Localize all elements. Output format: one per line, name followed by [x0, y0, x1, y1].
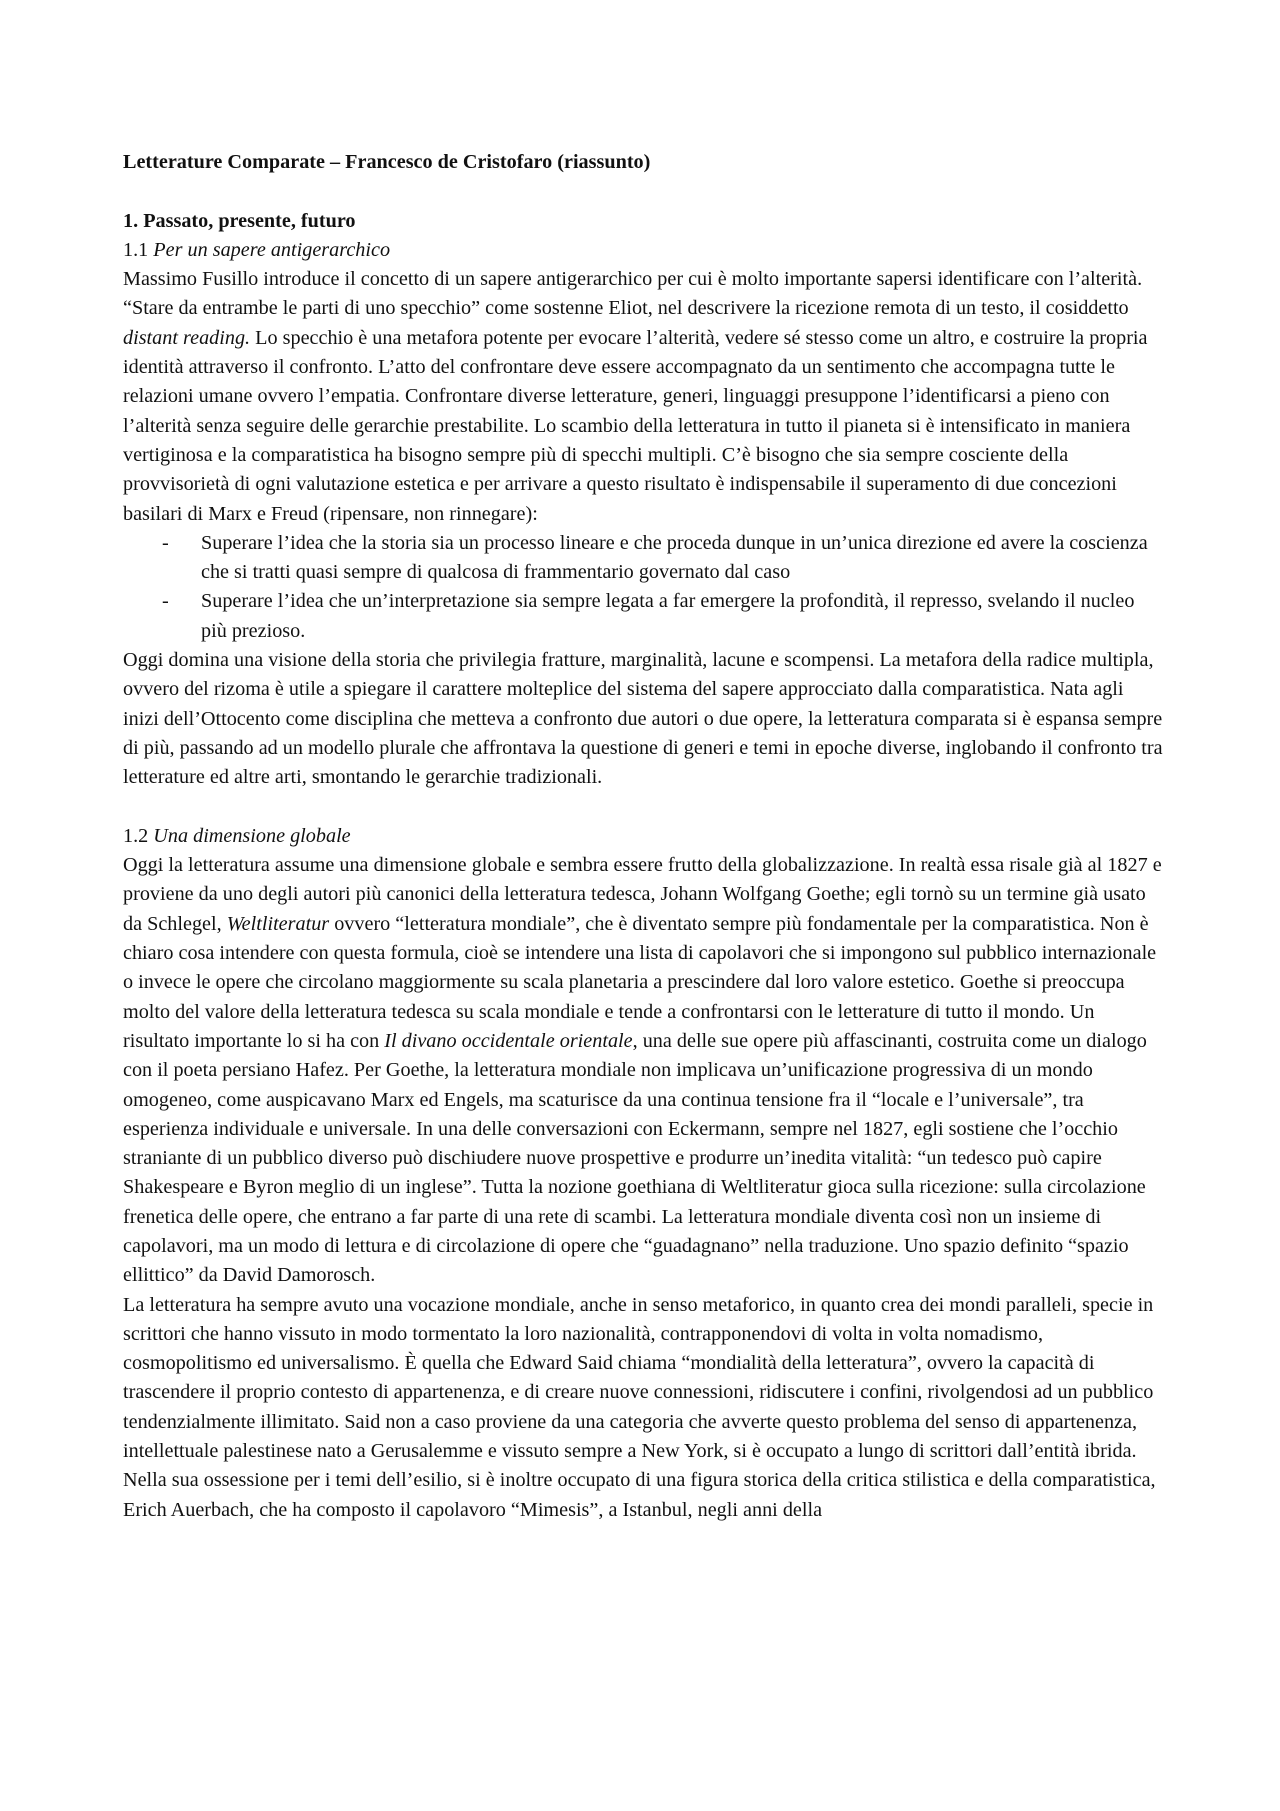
- paragraph: La letteratura ha sempre avuto una vocazione mondiale, anche in senso metaforico, in quanto crea dei mondi paralleli, specie in scrittori che hanno vissuto in modo tormentato la loro nazionalità, contrapponendovi di volta in volta nomadismo, cosmopolitismo ed universalismo. È quella che Edward Said chiama “mondialità della letteratura”, ovvero la capacità di trascendere il proprio contesto di appartenenza, e di creare nuove connessioni, ridiscutere i confini, rivolgendosi ad un pubblico tendenzialmente illimitato. Said non a caso proviene da una categoria che avverte questo problema del senso di appartenenza, intellettuale palestinese nato a Gerusalemme e vissuto sempre a New York, si è occupato a lungo di scrittori dall’entità ibrida. Nella sua ossessione per i temi dell’esilio, si è inoltre occupato di una figura storica della critica stilistica e della comparatistica, Erich Auerbach, che ha composto il capolavoro “Mimesis”, a Istanbul, negli anni della: [123, 1293, 1156, 1521]
- text-run: , una delle sue opere più affascinanti, costruita come un dialogo con il poeta persiano Hafez. Per Goethe, la letteratura mondiale non implicava un’unificazione progressiva di un mondo omogeneo, come auspicavano Marx ed Engels, ma scaturisce da una continua tensione fra il “locale e l’universale”, tra esperienza individuale e universale. In una delle conversazioni con Eckermann, sempre nel 1827, egli sostiene che l’occhio straniante di un pubblico diverso può dischiudere nuove prospettive e produrre un’inedita vitalità: “un tedesco può capire Shakespeare e Byron meglio di un inglese”. Tutta la nozione goethiana di Weltliteratur gioca sulla ricezione: sulla circolazione frenetica delle opere, che entrano a far parte di una rete di scambi. La letteratura mondiale diventa così non un insieme di capolavori, ma un modo di lettura e di circolazione di opere che “guadagnano” nella traduzione. Uno spazio definito “spazio ellittico” da David Damorosch.: [123, 1029, 1147, 1287]
- italic-text-run: Weltliteratur: [226, 912, 330, 935]
- section-heading-1-2: [123, 822, 1163, 851]
- section-number: 1.2: [123, 824, 154, 847]
- list-item: [123, 587, 1163, 646]
- text-run: Lo specchio è una metafora potente per evocare l’alterità, vedere sé stesso come un altro, e costruire la propria identità attraverso il confronto. L’atto del confrontare deve essere accompagnato da un sentimento che accompagna tutte le relazioni umane ovvero l’empatia. Confrontare diverse letterature, generi, linguaggi presuppone l’identificarsi a pieno con l’alterità senza seguire delle gerarchie prestabilite. Lo scambio della letteratura in tutto il pianeta si è intensificato in maniera vertiginosa e la comparatistica ha bisogno sempre più di specchi multipli. C’è bisogno che sia sempre cosciente della provvisorietà di ogni valutazione estetica e per arrivare a questo risultato è indispensabile il superamento di due concezioni basilari di Marx e Freud (ripensare, non rinnegare):: [123, 326, 1148, 525]
- list-marker: -: [162, 590, 169, 613]
- list-item-text: Superare l’idea che un’interpretazione sia sempre legata a far emergere la profondità, il represso, svelando il nucleo più prezioso.: [201, 590, 1135, 642]
- chapter-heading: 1. Passato, presente, futuro: [123, 209, 356, 232]
- section-title: Per un sapere antigerarchico: [153, 238, 391, 261]
- italic-text-run: Il divano occidentale orientale: [384, 1029, 633, 1052]
- bullet-list: [123, 529, 1163, 646]
- italic-text-run: distant reading.: [123, 326, 251, 349]
- document-page: [123, 148, 1163, 1525]
- section-title: Una dimensione globale: [153, 824, 351, 847]
- list-marker: -: [162, 531, 169, 554]
- section-number: 1.1: [123, 238, 154, 261]
- blank-line: [123, 793, 1163, 822]
- paragraph: [123, 265, 1163, 529]
- paragraph: [123, 851, 1163, 1290]
- blank-line: [123, 177, 1163, 206]
- list-item: [123, 529, 1163, 588]
- text-run: Massimo Fusillo introduce il concetto di un sapere antigerarchico per cui è molto importante sapersi identificare con l’alterità. “Stare da entrambe le parti di uno specchio” come sostenne Eliot, nel descrivere la ricezione remota di un testo, il cosiddetto: [123, 268, 1143, 320]
- list-item-text: Superare l’idea che la storia sia un processo lineare e che proceda dunque in un’unica direzione ed avere la coscienza che si tratti quasi sempre di qualcosa di frammentario governato dal caso: [201, 531, 1148, 584]
- document-title: Letterature Comparate – Francesco de Cristofaro (riassunto): [123, 151, 651, 173]
- text-run: Oggi la letteratura assume una dimensione globale e sembra essere frutto della globalizzazione. In realtà essa risale già al 1827 e proviene da uno degli autori più canonici della letteratura tedesca, Johann Wolfgang Goethe; egli tornò su un termine già usato da Schlegel,: [123, 854, 1162, 935]
- paragraph: Oggi domina una visione della storia che privilegia fratture, marginalità, lacune e scompensi. La metafora della radice multipla, ovvero del rizoma è utile a spiegare il carattere molteplice del sistema del sapere approcciato dalla comparatistica. Nata agli inizi dell’Ottocento come disciplina che metteva a confronto due autori o due opere, la letteratura comparata si è espansa sempre di più, passando ad un modello plurale che affrontava la questione di generi e temi in epoche diverse, inglobando il confronto tra letterature ed altre arti, smontando le gerarchie tradizionali.: [123, 649, 1163, 789]
- text-run: ovvero “letteratura mondiale”, che è diventato sempre più fondamentale per la comparatistica. Non è chiaro cosa intendere con questa formula, cioè se intendere una lista di capolavori che si impongono sul pubblico internazionale o invece le opere che circolano maggiormente su scala planetaria a prescindere dal loro valore estetico. Goethe si preoccupa molto del valore della letteratura tedesca su scala mondiale e tende a confrontarsi con le letterature di tutto il mondo. Un risultato importante lo si ha con: [123, 912, 1157, 1052]
- section-heading-1-1: [123, 236, 1163, 265]
